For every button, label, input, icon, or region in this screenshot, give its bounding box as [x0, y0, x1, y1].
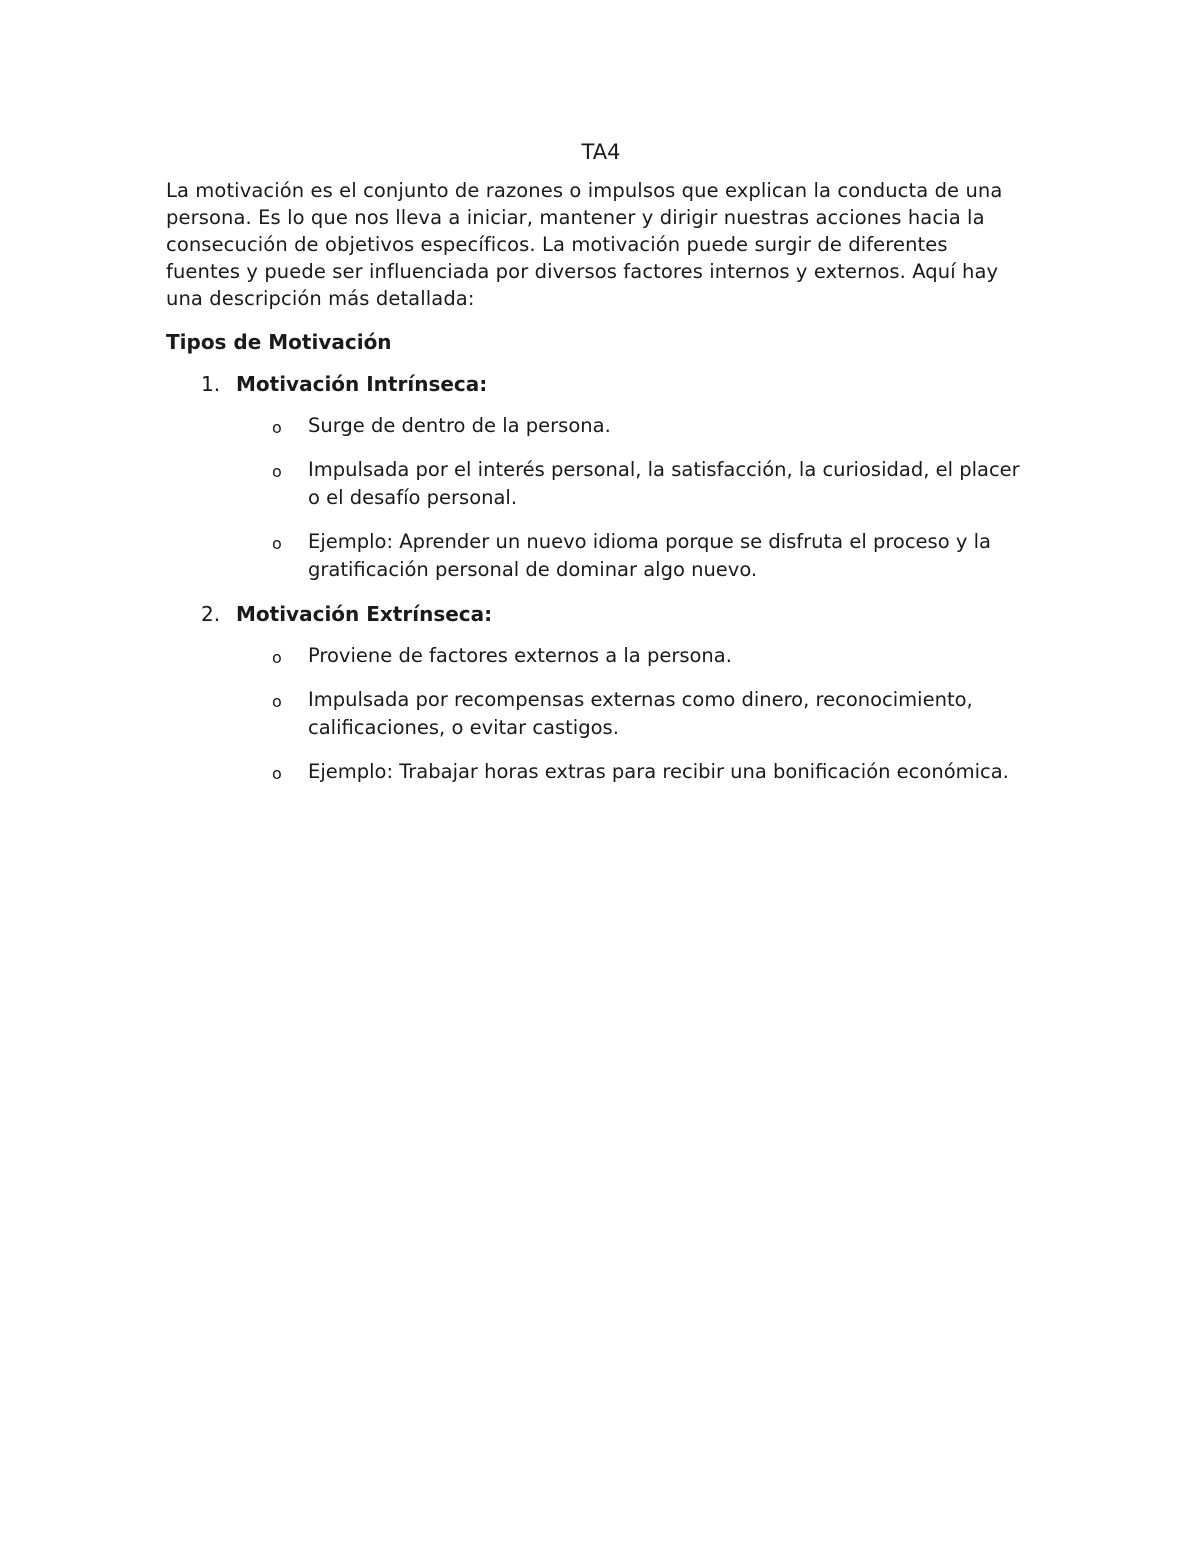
intro-paragraph: La motivación es el conjunto de razones o impulsos que explican la conducta de una persona. Es lo que nos lleva a iniciar, mantener y dirigir nuestras acciones hacia la consecución de objetivos específicos. La motivación puede surgir de diferentes fuentes y puede ser influenciada por diversos factores internos y externos. Aquí hay una descripción más detallada:: [166, 179, 1003, 310]
document-title: TA4: [581, 140, 621, 164]
bullet-icon: o: [272, 764, 282, 783]
bullet-text: Impulsada por el interés personal, la satisfacción, la curiosidad, el placer o el desafío personal.: [308, 458, 1020, 509]
bullet-item: [166, 528, 1028, 584]
bullet-list: [166, 642, 1036, 786]
list-item-extrinsic: [166, 600, 1036, 786]
numbered-heading: [166, 600, 1036, 628]
section-heading: Tipos de Motivación: [166, 330, 392, 354]
document-page: [166, 137, 1036, 802]
bullet-icon: o: [272, 648, 282, 667]
bullet-item: [166, 686, 1028, 742]
bullet-icon: o: [272, 534, 282, 553]
numbered-heading: [166, 370, 1036, 398]
bullet-item: [166, 412, 1028, 440]
bullet-item: [166, 758, 1028, 786]
bullet-text: Ejemplo: Aprender un nuevo idioma porque se disfruta el proceso y la gratificación personal de dominar algo nuevo.: [308, 530, 991, 581]
bullet-text: Ejemplo: Trabajar horas extras para recibir una bonificación económica.: [308, 760, 1009, 783]
list-item-label: Motivación Intrínseca:: [236, 372, 488, 396]
bullet-text: Surge de dentro de la persona.: [308, 414, 611, 437]
bullet-item: [166, 456, 1028, 512]
bullet-text: Impulsada por recompensas externas como dinero, reconocimiento, calificaciones, o evitar castigos.: [308, 688, 973, 739]
bullet-list: [166, 412, 1036, 584]
bullet-item: [166, 642, 1028, 670]
bullet-icon: o: [272, 462, 282, 481]
bullet-icon: o: [272, 418, 282, 437]
list-item-label: Motivación Extrínseca:: [236, 602, 493, 626]
bullet-text: Proviene de factores externos a la persona.: [308, 644, 732, 667]
list-number: 2.: [201, 602, 221, 626]
list-number: 1.: [201, 372, 221, 396]
bullet-icon: o: [272, 692, 282, 711]
list-item-intrinsic: [166, 370, 1036, 584]
